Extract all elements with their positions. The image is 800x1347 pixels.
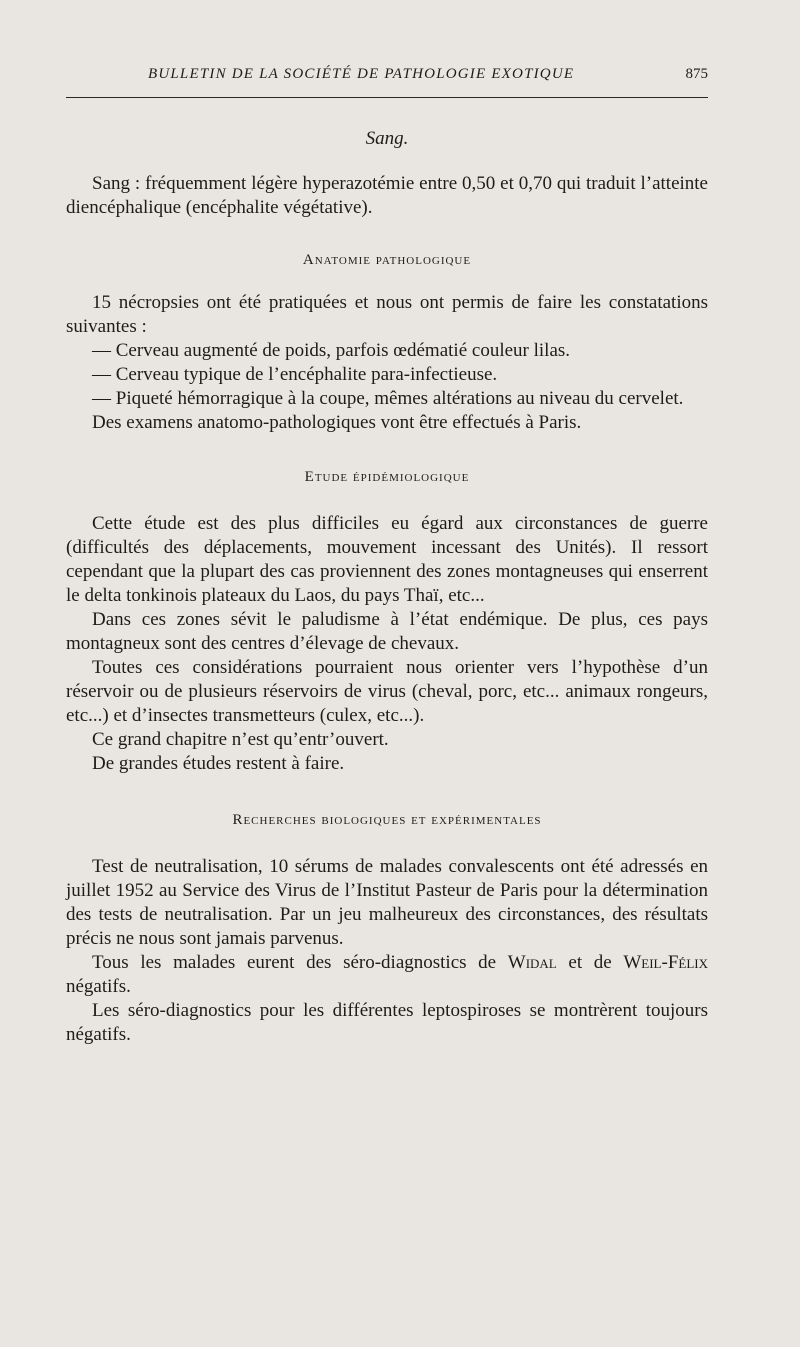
paragraph: Ce grand chapitre n’est qu’entr’ouvert. [92, 729, 389, 750]
header-rule [66, 97, 708, 98]
section-title-anatomie: Anatomie pathologique [302, 252, 472, 268]
list-item: — Cerveau typique de l’encéphalite para-infectieuse. [92, 364, 498, 385]
text-run: et de [556, 952, 624, 973]
paragraph: Sang : fréquemment légère hyperazotémie entre 0,50 et 0,70 qui traduit l’atteinte diencéphalique (encéphalite végétative). [66, 173, 708, 218]
paragraph [66, 951, 708, 999]
paragraph: Test de neutralisation, 10 sérums de malades convalescents ont été adressés en juillet 1952 au Service des Virus de l’Institut Pasteur de Paris pour la détermination des tests de neutralisation. Par un jeu malheureux des circonstances, des résultats précis ne nous sont jamais parvenus. [66, 856, 708, 949]
list-item: — Piqueté hémorragique à la coupe, mêmes altérations au niveau du cervelet. [92, 388, 684, 409]
paragraph: Des examens anatomo-pathologiques vont être effectués à Paris. [92, 412, 582, 433]
paragraph: 15 nécropsies ont été pratiquées et nous ont permis de faire les constatations suivantes : [66, 292, 708, 337]
page-number: 875 [685, 66, 708, 82]
section-title-sang: Sang. [365, 128, 409, 149]
paragraph: De grandes études restent à faire. [92, 753, 345, 774]
section-title-recherches: Recherches biologiques et expérimentales [232, 812, 542, 828]
running-title: BULLETIN DE LA SOCIÉTÉ DE PATHOLOGIE EXOTIQUE [148, 66, 575, 82]
author-name-weil-felix: Weil-Félix [623, 952, 708, 973]
text-run: négatifs. [66, 976, 131, 997]
paragraph: Toutes ces considérations pourraient nous orienter vers l’hypothèse d’un réservoir ou de plusieurs réservoirs de virus (cheval, porc, etc... animaux rongeurs, etc...) et d’insectes transmetteurs (culex, etc...). [66, 657, 708, 726]
text-run: Tous les malades eurent des séro-diagnostics de [92, 952, 508, 973]
paragraph: Cette étude est des plus difficiles eu égard aux circonstances de guerre (difficultés des déplacements, mouvement incessant des Unités). Il ressort cependant que la plupart des cas proviennent des zones montagneuses qui enserrent le delta tonkinois plateaux du Laos, du pays Thaï, etc... [66, 513, 708, 606]
paragraph: Les séro-diagnostics pour les différentes leptospiroses se montrèrent toujours négatifs. [66, 1000, 708, 1045]
page-body [66, 128, 708, 1047]
paragraph: Dans ces zones sévit le paludisme à l’état endémique. De plus, ces pays montagneux sont des centres d’élevage de chevaux. [66, 609, 708, 654]
list-item: — Cerveau augmenté de poids, parfois œdématié couleur lilas. [92, 340, 571, 361]
section-title-etude: Etude épidémiologique [304, 469, 470, 485]
author-name-widal: Widal [507, 952, 557, 973]
